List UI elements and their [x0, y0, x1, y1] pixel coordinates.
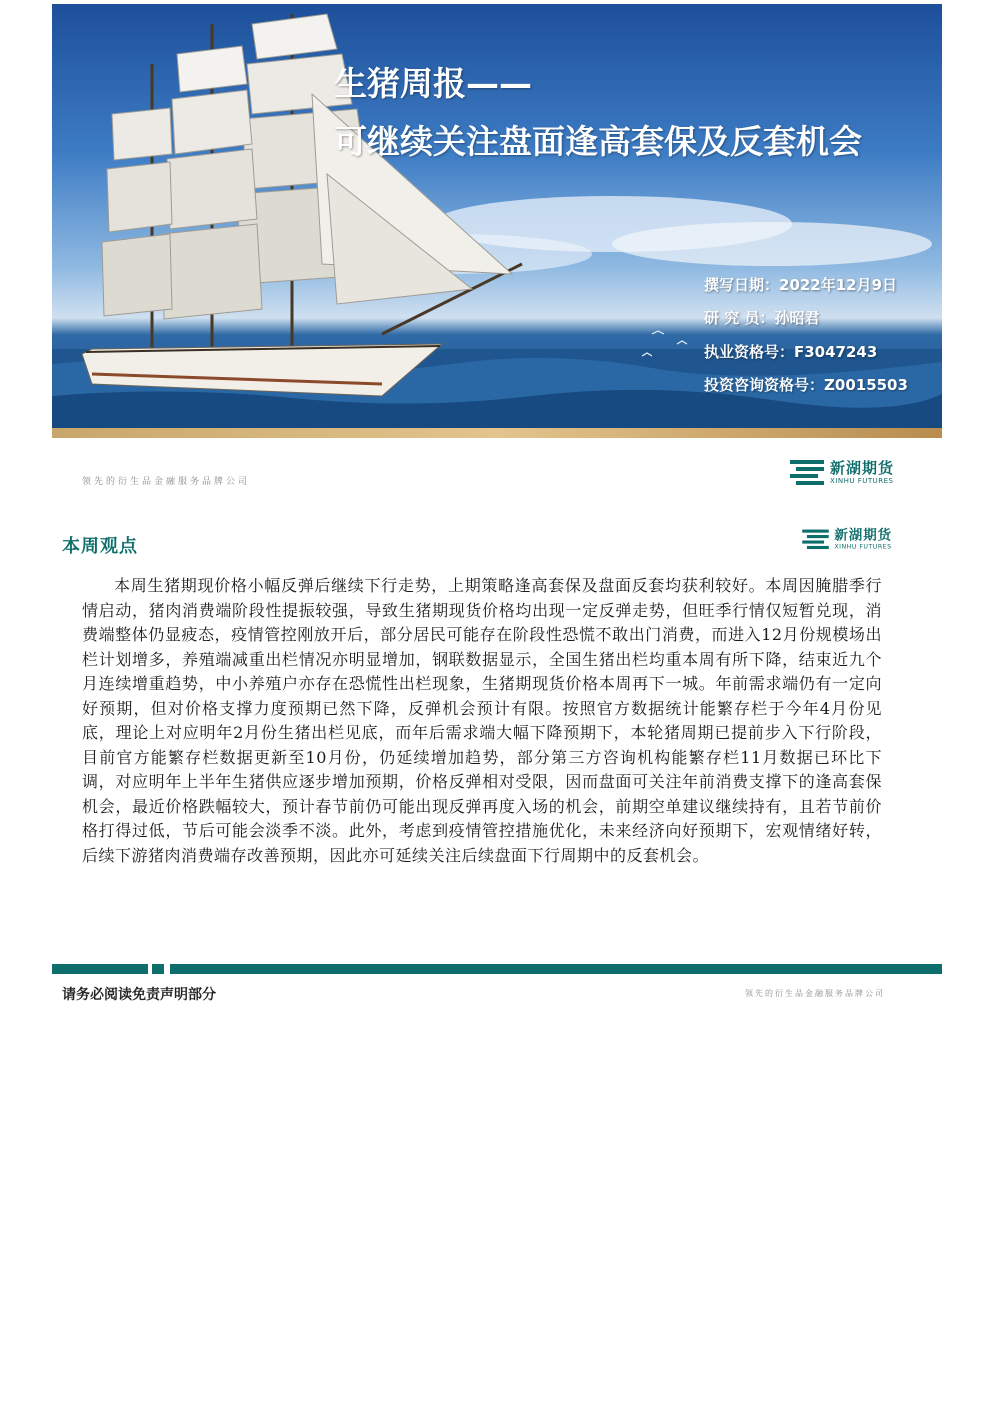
report-title-line1: 生猪周报——	[334, 64, 532, 103]
cover-banner	[52, 4, 942, 428]
footer-bar-segment	[52, 964, 148, 974]
weekly-view-paragraph: 本周生猪期现价格小幅反弹后继续下行走势，上期策略逢高套保及盘面反套均获利较好。本周因腌腊季行情启动，猪肉消费端阶段性提振较强，导致生猪期现货价格均出现一定反弹走势，但旺季行情仅短暂兑现，消费端整体仍显疲态，疫情管控刚放开后，部分居民可能存在阶段性恐慌不敢出门消费，而进入12月份规模场出栏计划增多，养殖端减重出栏情况亦明显增加，钢联数据显示，全国生猪出栏均重本周有所下降，结束近九个月连续增重趋势，中小养殖户亦存在恐慌性出栏现象，生猪期现货价格本周再下一城。年前需求端仍有一定向好预期，但对价格支撑力度预期已然下降，反弹机会预计有限。按照官方数据统计能繁存栏于今年4月份见底，理论上对应明年2月份生猪出栏见底，而年后需求端大幅下降预期下，本轮猪周期已提前步入下行阶段，目前官方能繁存栏数据更新至10月份，仍延续增加趋势，部分第三方咨询机构能繁存栏11月数据已环比下调，对应明年上半年生猪供应逐步增加预期，价格反弹相对受限，因而盘面可关注年前消费支撑下的逢高套保机会，最近价格跌幅较大，预计春节前仍可能出现反弹再度入场的机会，前期空单建议继续持有，且若节前价格打得过低，节后可能会淡季不淡。此外，考虑到疫情管控措施优化，未来经济向好预期下，宏观情绪好转，后续下游猪肉消费端存改善预期，因此亦可延续关注后续盘面下行周期中的反套机会。	[82, 576, 882, 865]
license-number: 执业资格号：F3047243	[704, 343, 878, 361]
logo-chinese-name: 新湖期货	[834, 527, 893, 544]
xinhu-logo-icon	[802, 528, 829, 551]
xinhu-logo-icon	[790, 458, 824, 488]
section-title: 本周观点	[62, 536, 138, 557]
report-title-line2: 可继续关注盘面逢高套保及反套机会	[334, 122, 862, 161]
banner-divider-strip	[52, 428, 942, 438]
report-date: 撰写日期：2022年12月9日	[704, 276, 898, 294]
logo-english-name: XINHU FUTURES	[830, 477, 894, 485]
logo-chinese-name: 新湖期货	[830, 459, 895, 477]
disclaimer-notice: 请务必阅读免责声明部分	[62, 987, 216, 1003]
footer-bar	[170, 964, 942, 974]
logo-english-name: XINHU FUTURES	[834, 543, 892, 551]
researcher-name: 研 究 员：孙昭君	[704, 309, 820, 327]
company-logo	[790, 458, 894, 488]
section-logo	[802, 528, 892, 551]
footer-bar-segment	[152, 964, 164, 974]
company-slogan: 领先的衍生品金融服务品牌公司	[82, 477, 251, 487]
consult-license-number: 投资咨询资格号：Z0015503	[704, 376, 908, 394]
footer-slogan: 领先的衍生品金融服务品牌公司	[745, 989, 885, 998]
